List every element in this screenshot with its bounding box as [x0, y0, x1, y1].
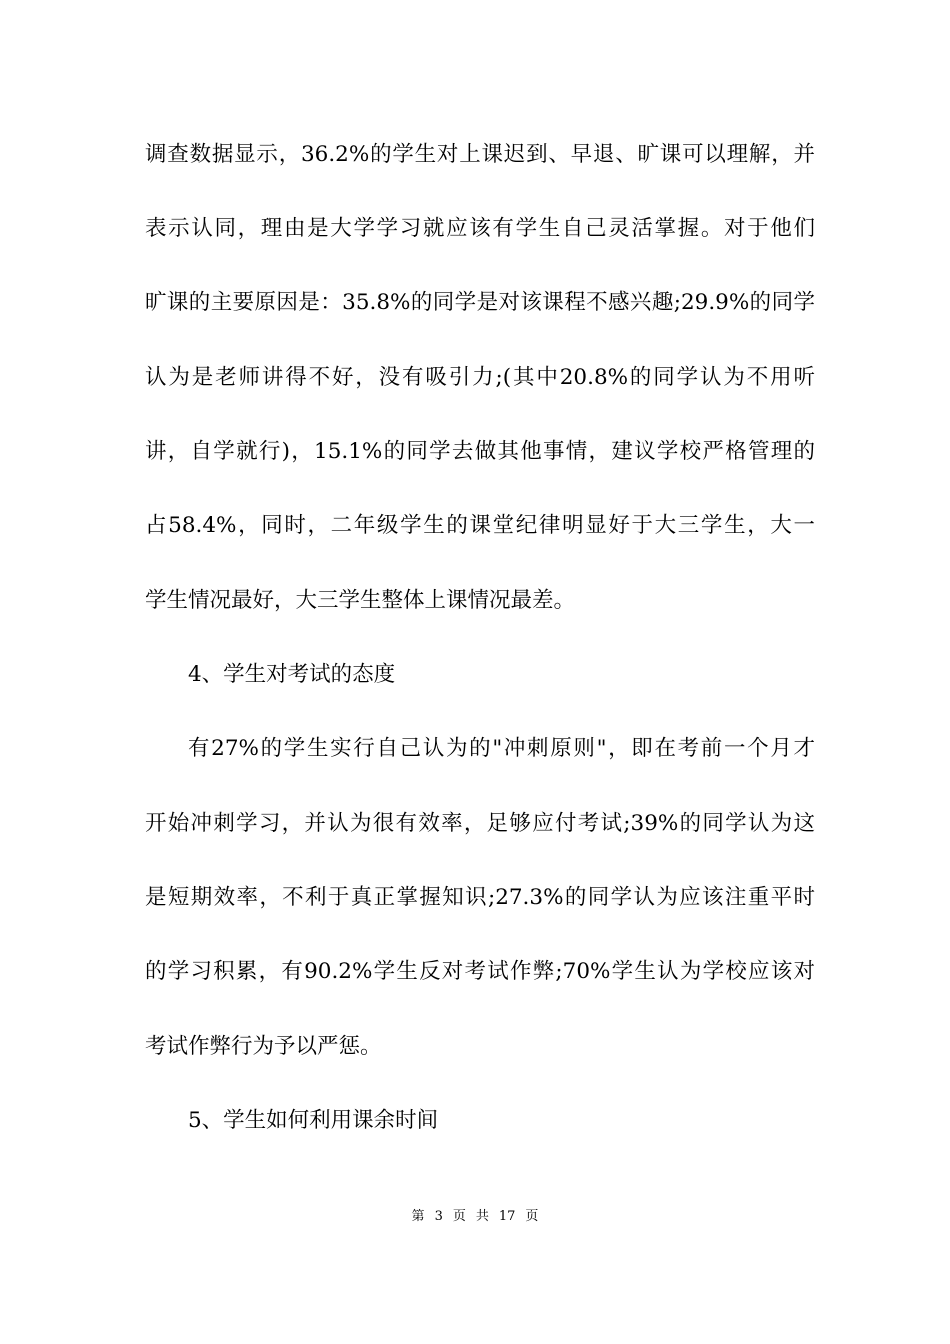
footer-page-number: 3 [434, 1209, 443, 1224]
paragraph-line: 学生情况最好，大三学生整体上课情况最差。 [145, 588, 576, 613]
footer-prefix: 第 [411, 1209, 425, 1224]
paragraph-line: 旷课的主要原因是：35.8%的同学是对该课程不感兴趣;29.9%的同学 [145, 290, 815, 315]
paragraph-line: 占58.4%，同时，二年级学生的课堂纪律明显好于大三学生，大一 [145, 513, 815, 538]
paragraph-line: 是短期效率，不利于真正掌握知识;27.3%的同学认为应该注重平时 [145, 885, 815, 910]
paragraph-line: 调查数据显示，36.2%的学生对上课迟到、早退、旷课可以理解，并 [145, 142, 815, 167]
paragraph-line: 的学习积累，有90.2%学生反对考试作弊;70%学生认为学校应该对 [145, 959, 815, 984]
page-footer [0, 1208, 950, 1226]
paragraph-line: 有27%的学生实行自己认为的"冲刺原则"，即在考前一个月才 [188, 736, 815, 761]
footer-suffix: 页 [525, 1209, 539, 1224]
footer-total-word: 共 [475, 1209, 489, 1224]
section-heading: 5、学生如何利用课余时间 [188, 1108, 439, 1133]
paragraph-line: 考试作弊行为予以严惩。 [145, 1034, 382, 1059]
paragraph-line: 讲，自学就行)，15.1%的同学去做其他事情，建议学校严格管理的 [145, 439, 815, 464]
section-heading: 4、学生对考试的态度 [188, 662, 396, 687]
paragraph-line: 表示认同，理由是大学学习就应该有学生自己灵活掌握。对于他们 [145, 216, 815, 241]
paragraph-line: 认为是老师讲得不好，没有吸引力;(其中20.8%的同学认为不用听 [145, 365, 815, 390]
paragraph-line: 开始冲刺学习，并认为很有效率，足够应付考试;39%的同学认为这 [145, 811, 815, 836]
footer-page-word: 页 [452, 1209, 466, 1224]
footer-total-pages: 17 [498, 1209, 516, 1224]
